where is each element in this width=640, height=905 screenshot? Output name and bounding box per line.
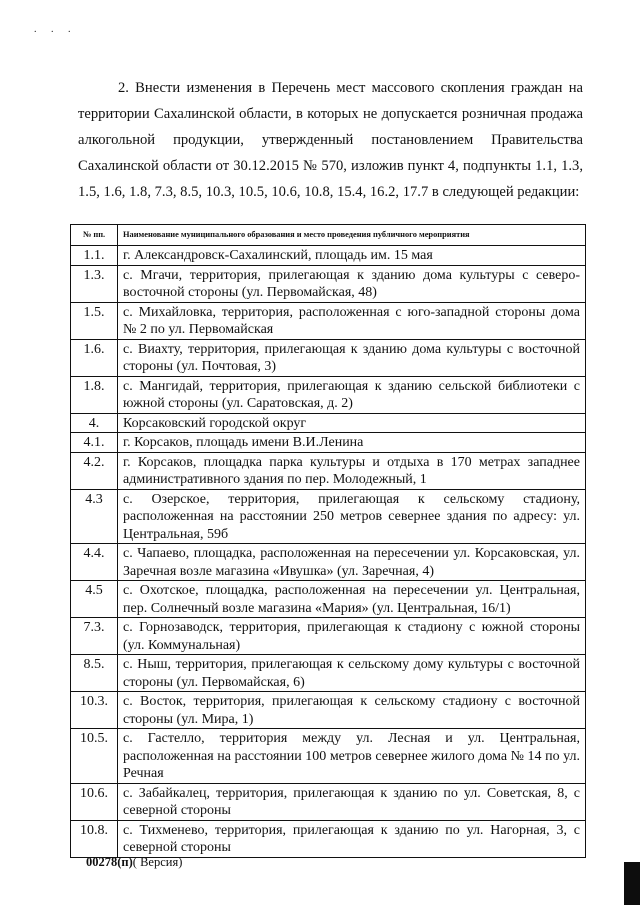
row-description: с. Восток, территория, прилегающая к сельскому стадиону с восточной стороны (ул. Мира, 1) [118,692,586,729]
row-number: 4.2. [71,452,118,489]
row-description: с. Озерское, территория, прилегающая к сельскому стадиону, расположенная на расстоянии 250 метров севернее здания по адресу: ул. Центральная, 59б [118,489,586,544]
row-number: 4. [71,413,118,433]
table-row [71,433,586,453]
row-description: с. Виахту, территория, прилегающая к зданию дома культуры с восточной стороны (ул. Почтовая, 3) [118,339,586,376]
row-number: 1.5. [71,302,118,339]
row-number: 4.3 [71,489,118,544]
footer [86,855,182,870]
table-row [71,729,586,784]
column-header-name: Наименование муниципального образования и место проведения публичного мероприятия [118,225,586,246]
column-header-number: № пп. [71,225,118,246]
row-number: 1.3. [71,265,118,302]
row-description: с. Ныш, территория, прилегающая к сельскому дому культуры с восточной стороны (ул. Первомайская, 6) [118,655,586,692]
table-row [71,820,586,857]
row-description: с. Чапаево, площадка, расположенная на пересечении ул. Корсаковская, ул. Заречная возле магазина «Ивушка» (ул. Заречная, 4) [118,544,586,581]
row-number: 1.1. [71,246,118,266]
intro-text: 2. Внести изменения в Перечень мест массового скопления граждан на территории Сахалинской области, в которых не допускается розничная продажа алкогольной продукции, утвержденный постановлением Правительства Сахалинской области от 30.12.2015 № 570, изложив пункт 4, подпункты 1.1, 1.3, 1.5, 1.6, 1.8, 7.3, 8.5, 10.3, 10.5, 10.6, 10.8, 15.4, 16.2, 17.7 в следующей редакции: [78,79,583,200]
scan-edge-mark [624,862,640,905]
table-row [71,581,586,618]
row-description: с. Михайловка, территория, расположенная с юго-западной стороны дома № 2 по ул. Первомайская [118,302,586,339]
row-description: с. Тихменево, территория, прилегающая к зданию по ул. Нагорная, 3, с северной стороны [118,820,586,857]
row-description: г. Корсаков, площадь имени В.И.Ленина [118,433,586,453]
row-description: с. Мангидай, территория, прилегающая к зданию сельской библиотеки с южной стороны (ул. Саратовская, д. 2) [118,376,586,413]
places-table [70,224,586,858]
row-number: 4.4. [71,544,118,581]
row-number: 1.6. [71,339,118,376]
table-row [71,413,586,433]
row-number: 4.1. [71,433,118,453]
row-number: 10.5. [71,729,118,784]
row-description: с. Горнозаводск, территория, прилегающая к стадиону с южной стороны (ул. Коммунальная) [118,618,586,655]
row-number: 1.8. [71,376,118,413]
table-header-row [71,225,586,246]
version-label: ( Версия) [132,855,183,869]
document-code: 00278(п) [86,855,133,869]
row-number: 10.6. [71,783,118,820]
row-description: г. Александровск-Сахалинский, площадь им. 15 мая [118,246,586,266]
table-row [71,265,586,302]
row-description: с. Забайкалец, территория, прилегающая к зданию по ул. Советская, 8, с северной стороны [118,783,586,820]
table-row [71,302,586,339]
row-description: с. Мгачи, территория, прилегающая к зданию дома культуры с северо-восточной стороны (ул. Первомайская, 48) [118,265,586,302]
table-row [71,376,586,413]
table-row [71,618,586,655]
row-number: 8.5. [71,655,118,692]
row-number: 7.3. [71,618,118,655]
row-number: 4.5 [71,581,118,618]
table-row [71,544,586,581]
row-description: Корсаковский городской округ [118,413,586,433]
row-description: г. Корсаков, площадка парка культуры и отдыха в 170 метрах западнее административного здания по пер. Молодежный, 1 [118,452,586,489]
row-description: с. Гастелло, территория между ул. Лесная и ул. Центральная, расположенная на расстоянии 100 метров севернее жилого дома № 14 по ул. Речная [118,729,586,784]
table-row [71,452,586,489]
table-row [71,783,586,820]
table-row [71,339,586,376]
table-row [71,246,586,266]
row-description: с. Охотское, площадка, расположенная на пересечении ул. Центральная, пер. Солнечный возле магазина «Мария» (ул. Центральная, 16/1) [118,581,586,618]
row-number: 10.8. [71,820,118,857]
table-body [71,246,586,858]
header-marks: . . . [34,24,77,35]
intro-paragraph [78,75,583,205]
table-row [71,692,586,729]
row-number: 10.3. [71,692,118,729]
table-row [71,655,586,692]
table-row [71,489,586,544]
